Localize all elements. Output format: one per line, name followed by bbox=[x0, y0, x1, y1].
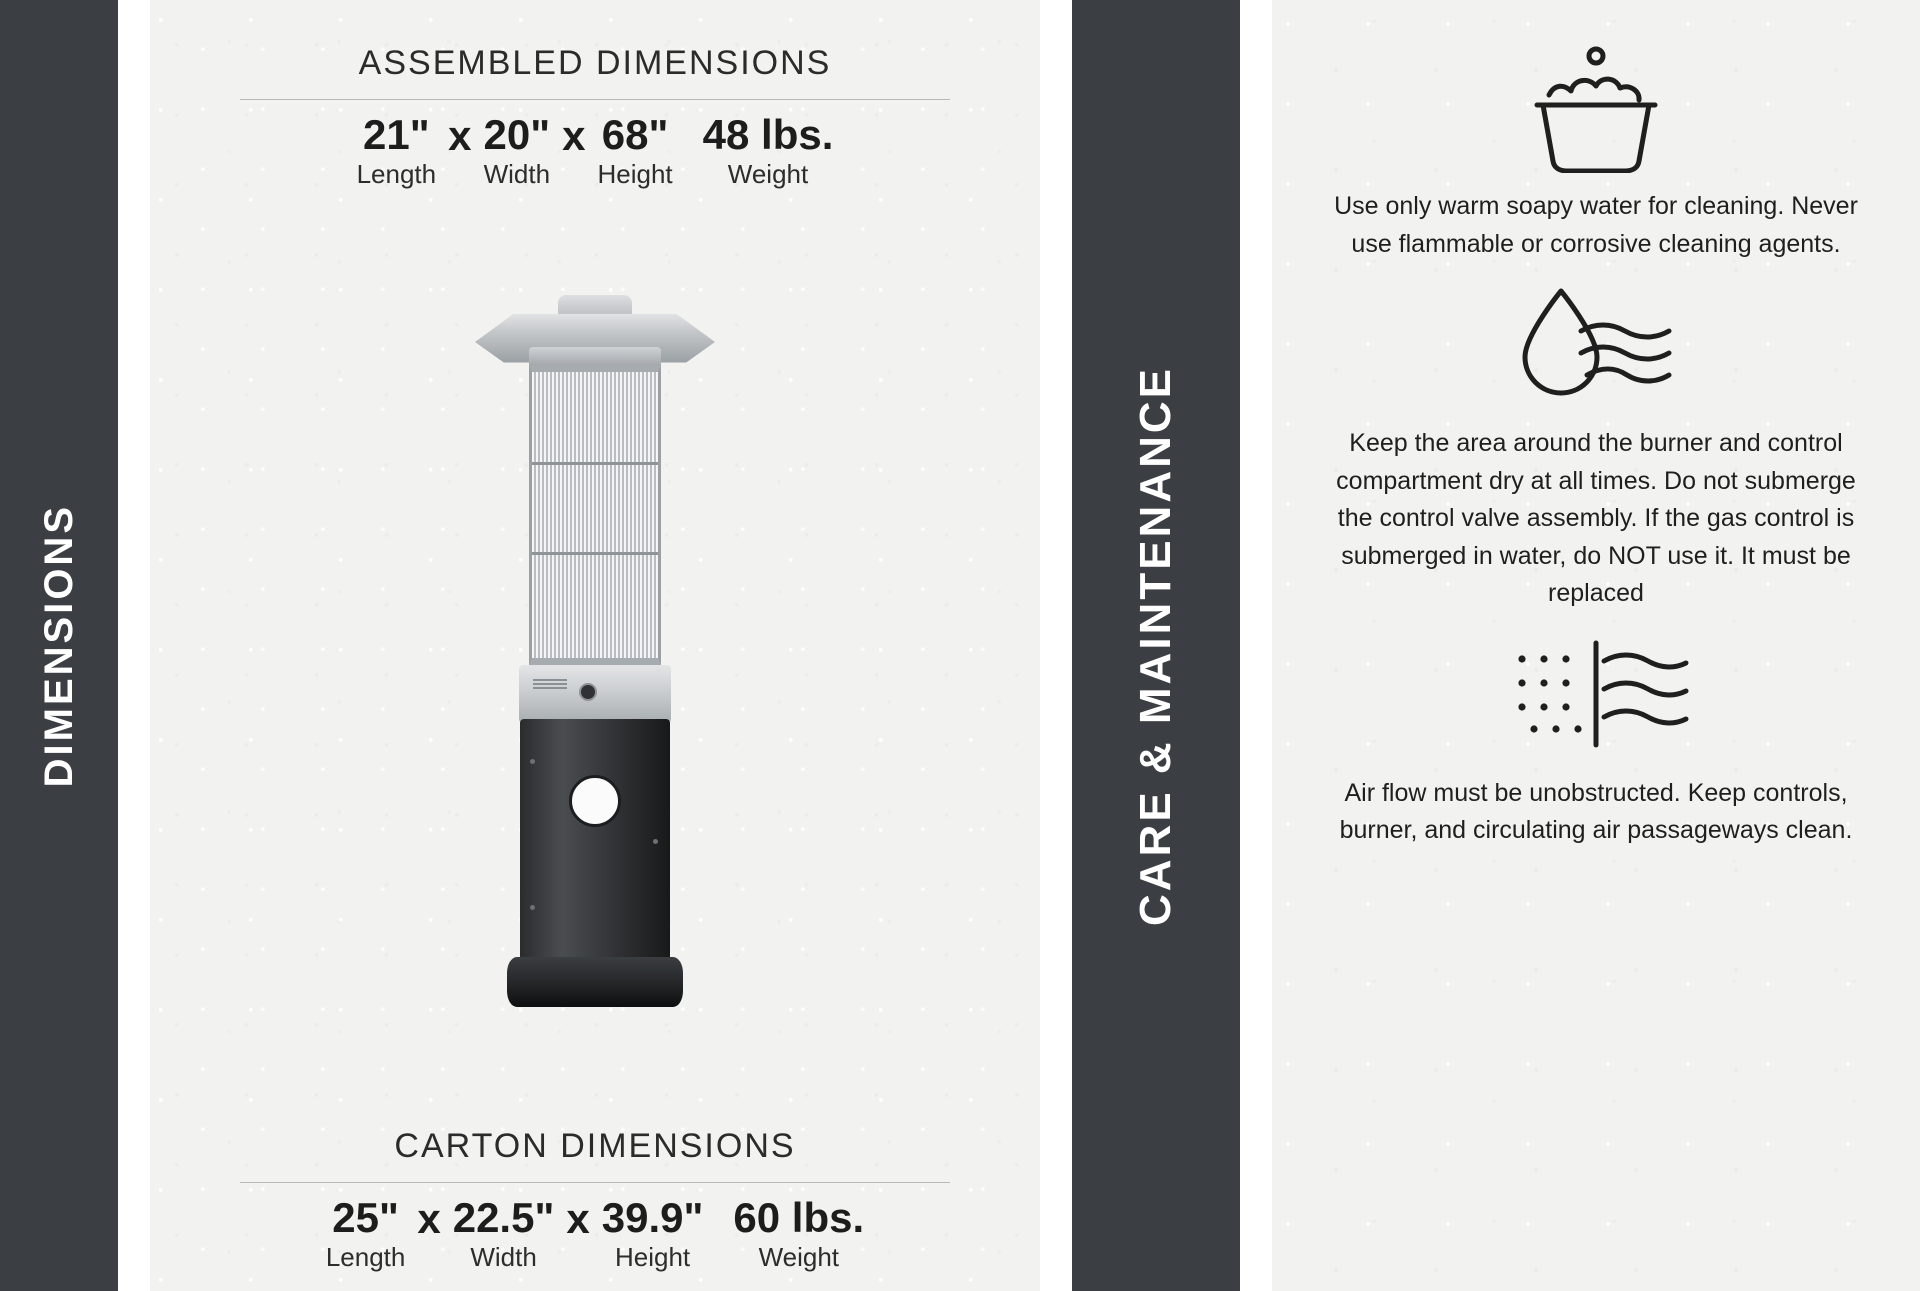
care-text-dry: Keep the area around the burner and control compartment dry at all times. Do not submerge the control valve assembly. If the gas control is submerged in water, do NOT use it. It must be replaced bbox=[1336, 429, 1856, 607]
left-gap bbox=[118, 0, 150, 1291]
carton-weight-label: Weight bbox=[758, 1242, 840, 1272]
assembled-height-label: Height bbox=[597, 159, 673, 189]
carton-dimensions-title: CARTON DIMENSIONS bbox=[394, 1127, 796, 1165]
assembled-length-label: Length bbox=[356, 159, 437, 189]
assembled-height bbox=[595, 110, 674, 190]
heater-screw-3 bbox=[653, 839, 658, 844]
care-item-cleaning bbox=[1312, 40, 1880, 263]
heater-base bbox=[507, 957, 683, 1007]
assembled-divider bbox=[240, 99, 950, 100]
heater-collar bbox=[519, 665, 671, 723]
assembled-dimensions-row bbox=[355, 112, 836, 190]
heater-grill bbox=[529, 365, 661, 665]
mid-gap-right bbox=[1240, 0, 1272, 1291]
carton-separator-1: x bbox=[417, 1195, 441, 1242]
product-image bbox=[196, 190, 994, 1127]
heater-body bbox=[520, 719, 670, 969]
mid-gap-left bbox=[1040, 0, 1072, 1291]
dimensions-side-bar-label: DIMENSIONS bbox=[36, 503, 81, 788]
carton-width bbox=[451, 1193, 557, 1273]
assembled-width-value: 20" bbox=[483, 110, 551, 158]
care-item-dry bbox=[1312, 277, 1880, 613]
air-flow-icon bbox=[1504, 627, 1689, 763]
carton-divider bbox=[240, 1182, 950, 1183]
carton-dimensions-row bbox=[324, 1195, 866, 1273]
heater-knob bbox=[579, 683, 597, 701]
heater-grill-band-1 bbox=[532, 462, 658, 465]
heater-screw-2 bbox=[530, 905, 535, 910]
carton-length-value: 25" bbox=[332, 1193, 399, 1241]
carton-width-value: 22.5" bbox=[452, 1193, 555, 1241]
assembled-length-value: 21" bbox=[363, 110, 430, 158]
dimensions-panel bbox=[150, 0, 1040, 1291]
assembled-weight-label: Weight bbox=[727, 159, 809, 189]
assembled-height-value: 68" bbox=[601, 110, 669, 158]
assembled-weight-value: 48 lbs. bbox=[702, 110, 834, 158]
care-side-bar-label: CARE & MAINTENANCE bbox=[1131, 365, 1180, 926]
care-side-bar bbox=[1072, 0, 1240, 1291]
carton-length-label: Length bbox=[325, 1242, 406, 1272]
carton-width-label: Width bbox=[470, 1242, 537, 1272]
assembled-weight bbox=[701, 110, 836, 190]
assembled-separator-1: x bbox=[448, 112, 472, 159]
care-panel bbox=[1272, 0, 1920, 1291]
patio-heater-illustration bbox=[465, 309, 725, 1009]
assembled-length bbox=[355, 110, 439, 190]
carton-weight bbox=[731, 1193, 866, 1273]
carton-height bbox=[600, 1193, 706, 1273]
heater-access-port bbox=[569, 775, 621, 827]
care-text-cleaning: Use only warm soapy water for cleaning. Never use flammable or corrosive cleaning agents. bbox=[1334, 192, 1858, 258]
carton-weight-value: 60 lbs. bbox=[733, 1193, 865, 1241]
carton-length bbox=[324, 1193, 408, 1273]
carton-height-label: Height bbox=[615, 1242, 691, 1272]
carton-dimensions-section bbox=[196, 1127, 994, 1273]
heater-screw-1 bbox=[530, 759, 535, 764]
carton-separator-2: x bbox=[566, 1195, 590, 1242]
assembled-width-label: Width bbox=[483, 159, 551, 189]
dimensions-side-bar bbox=[0, 0, 118, 1291]
assembled-separator-2: x bbox=[562, 112, 586, 159]
heater-grill-band-2 bbox=[532, 552, 658, 555]
care-text-airflow: Air flow must be unobstructed. Keep controls, burner, and circulating air passageways clean. bbox=[1339, 778, 1853, 844]
water-drop-dry-icon bbox=[1509, 277, 1684, 413]
heater-vent bbox=[533, 679, 567, 691]
carton-height-value: 39.9" bbox=[601, 1193, 704, 1241]
care-item-airflow bbox=[1312, 627, 1880, 850]
soap-basin-icon bbox=[1511, 40, 1681, 176]
assembled-width bbox=[481, 110, 552, 190]
assembled-dimensions-title: ASSEMBLED DIMENSIONS bbox=[358, 44, 832, 82]
